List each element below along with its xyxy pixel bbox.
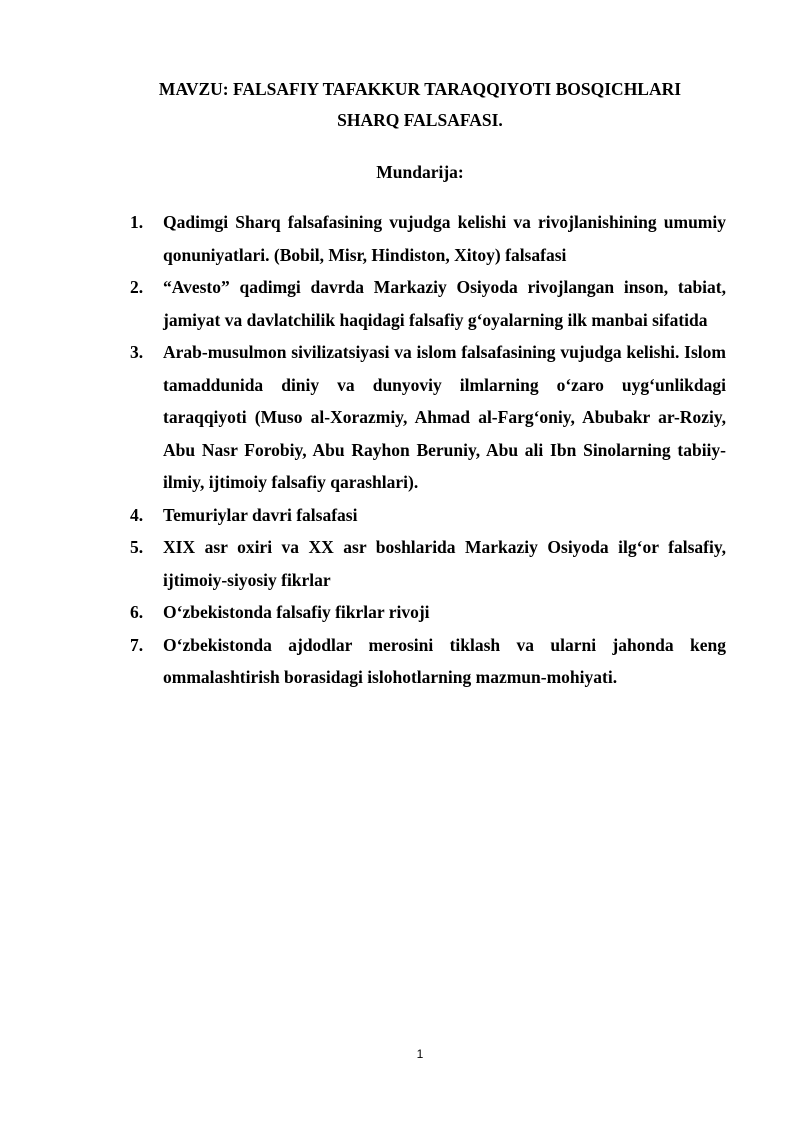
table-of-contents — [130, 206, 726, 694]
document-title-line-2: SHARQ FALSAFASI. — [337, 110, 503, 130]
toc-item-number: 3. — [130, 342, 144, 362]
toc-item-text: “Avesto” qadimgi davrda Markaziy Osiyoda rivojlangan inson, tabiat, jamiyat va davlatchilik haqidagi falsafiy g‘oyalarning ilk manbai sifatida — [163, 277, 726, 330]
page-number: 1 — [416, 1047, 424, 1061]
toc-item-text: O‘zbekistonda falsafiy fikrlar rivoji — [163, 602, 430, 622]
toc-item-1 — [130, 206, 726, 271]
toc-item-4 — [130, 499, 726, 532]
toc-item-5 — [130, 531, 726, 596]
toc-item-number: 2. — [130, 277, 144, 297]
toc-item-7 — [130, 629, 726, 694]
toc-item-number: 4. — [130, 504, 144, 525]
toc-item-text: XIX asr oxiri va XX asr boshlarida Markaziy Osiyoda ilg‘or falsafiy, ijtimoiy-siyosiy fikrlar — [163, 537, 726, 590]
toc-item-text: Temuriylar davri falsafasi — [163, 504, 358, 525]
document-title-line-1: MAVZU: FALSAFIY TAFAKKUR TARAQQIYOTI BOSQICHLARI — [158, 79, 682, 99]
toc-item-number: 5. — [130, 537, 144, 557]
toc-item-number: 7. — [130, 634, 144, 655]
toc-item-2 — [130, 271, 726, 336]
toc-item-text: Qadimgi Sharq falsafasining vujudga kelishi va rivojlanishining umumiy qonuniyatlari. (Bobil, Misr, Hindiston, Xitoy) falsafasi — [163, 212, 726, 265]
toc-item-number: 1. — [130, 212, 144, 232]
toc-item-text: Arab-musulmon sivilizatsiyasi va islom falsafasining vujudga kelishi. Islom tamaddunida diniy va dunyoviy ilmlarning o‘zaro uyg‘unlikdagi taraqqiyoti (Muso al-Xorazmiy, Ahmad al-Farg‘oniy, Abubakr ar-Roziy, Abu Nasr Forobiy, Abu Rayhon Beruniy, Abu ali Ibn Sinolarning tabiiy-ilmiy, ijtimoiy falsafiy qarashlari). — [163, 342, 726, 492]
toc-item-3 — [130, 336, 726, 499]
toc-item-number: 6. — [130, 602, 144, 622]
toc-item-6 — [130, 596, 726, 629]
contents-heading: Mundarija: — [376, 162, 464, 182]
toc-item-text: O‘zbekistonda ajdodlar merosini tiklash va ularni jahonda keng ommalashtirish borasidagi islohotlarning mazmun-mohiyati. — [163, 634, 726, 687]
